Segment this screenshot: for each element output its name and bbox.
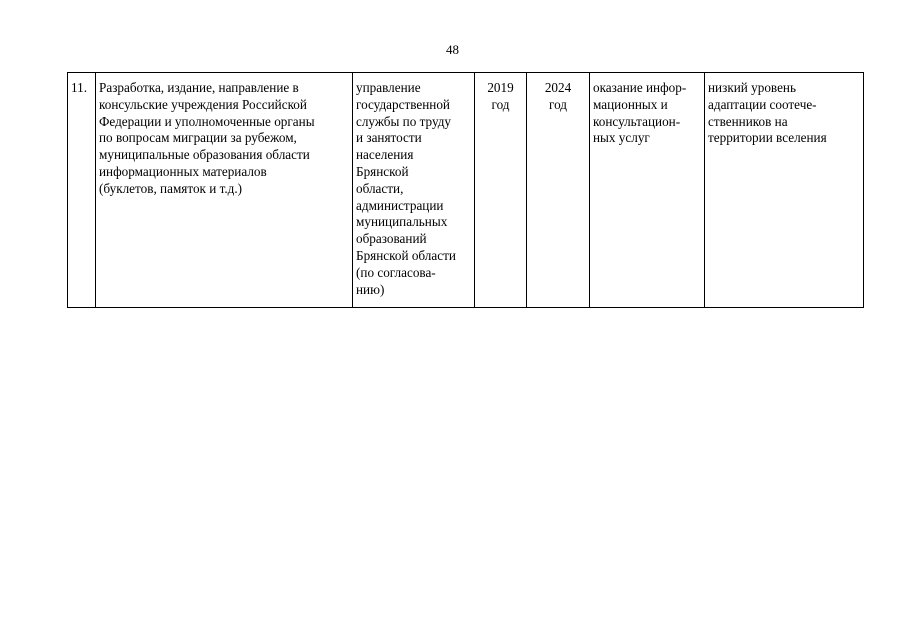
row-number: 11. — [71, 80, 87, 95]
result-cell — [590, 73, 705, 308]
executor-text: управление государственной службы по труду и занятости населения Брянской области, администрации муниципальных образований Брянской области (по согласова- нию) — [356, 80, 456, 297]
start-year-cell — [475, 73, 527, 308]
measures-table — [67, 72, 864, 308]
row-number-cell — [68, 73, 96, 308]
executor-cell — [353, 73, 475, 308]
risk-cell — [705, 73, 864, 308]
end-year-cell — [527, 73, 590, 308]
start-year: 2019 — [487, 80, 514, 95]
page-number: 48 — [446, 42, 459, 57]
end-year-unit: год — [548, 96, 567, 112]
expected-result: оказание инфор- мационных и консультацион- ных услуг — [593, 80, 687, 146]
table-row — [68, 73, 864, 308]
description-cell — [96, 73, 353, 308]
measure-description: Разработка, издание, направление в консульские учреждения Российской Федерации и уполномоченные органы по вопросам миграции за рубежом, муниципальные образования области информационных материалов (буклетов, памяток и т.д.) — [99, 80, 315, 196]
risk-text: низкий уровень адаптации соотече- ственников на территории вселения — [708, 80, 827, 146]
start-year-unit: год — [491, 96, 510, 112]
end-year: 2024 — [544, 80, 572, 95]
